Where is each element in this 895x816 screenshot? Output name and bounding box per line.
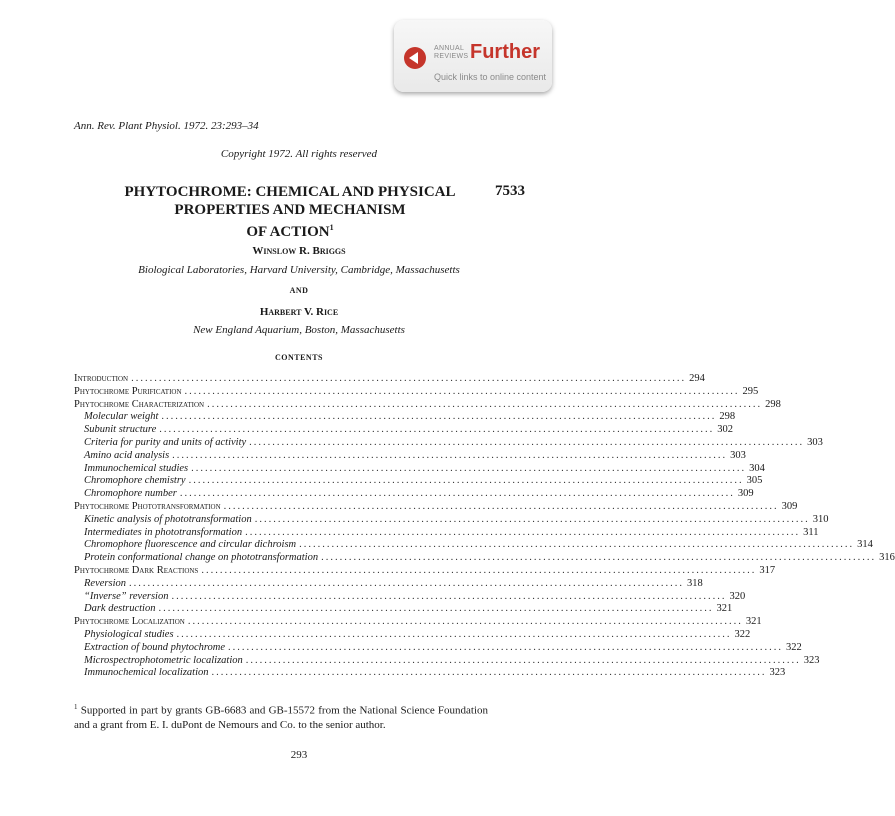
toc-entry [74, 449, 746, 463]
toc-entry-page: 295 [742, 385, 759, 397]
toc-entry-label: Microspectrophotometric localization [84, 654, 243, 666]
toc-leader-dots: ........................................................................................................................ [321, 552, 877, 564]
toc-entry [74, 385, 759, 399]
toc-entry [74, 462, 765, 476]
toc-entry-label: Chromophore fluorescence and circular dichroism [84, 539, 297, 551]
toc-leader-dots: ........................................................................................................................ [171, 590, 727, 602]
toc-entry [74, 577, 703, 591]
toc-entry [74, 539, 873, 552]
toc-entry-label: Phytochrome Phototransformation [74, 500, 221, 512]
toc-entry [74, 590, 746, 604]
toc-entry-page: 303 [730, 449, 746, 461]
further-banner[interactable] [394, 20, 552, 92]
toc-entry-page: 298 [765, 398, 781, 410]
toc-leader-dots: ........................................................................................................................ [223, 500, 779, 512]
toc-entry-page: 316 [879, 552, 895, 564]
toc-entry-label: Phytochrome Dark Reactions [74, 564, 199, 576]
toc-entry-label: Subunit structure [84, 424, 157, 436]
toc-entry-page: 303 [807, 436, 823, 448]
toc-entry-page: 321 [745, 616, 762, 628]
toc-entry [74, 526, 819, 540]
toc-leader-dots: ........................................................................................................................ [184, 385, 740, 397]
toc-entry-label: Protein conformational change on phototransformation [84, 552, 319, 564]
toc-entry-page: 305 [746, 475, 763, 487]
page-number: 293 [290, 749, 308, 761]
toc-leader-dots: ........................................................................................................................ [129, 577, 684, 589]
toc-entry-label: Immunochemical localization [84, 667, 209, 679]
toc-entry-page: 322 [734, 628, 751, 640]
toc-entry [74, 436, 823, 450]
and-separator: AND [289, 286, 309, 295]
toc-leader-dots: ........................................................................................................................ [245, 526, 801, 538]
toc-entry [74, 424, 733, 437]
toc-entry [74, 488, 754, 501]
toc-leader-dots: ........................................................................................................................ [254, 513, 810, 525]
toc-leader-dots: ........................................................................................................................ [161, 411, 717, 423]
toc-entry-label: Extraction of bound phytochrome [84, 641, 226, 653]
toc-leader-dots: ........................................................................................................................ [228, 641, 784, 653]
author-2-name: Harbert V. Rice [259, 306, 339, 318]
toc-leader-dots: ........................................................................................................................ [299, 539, 855, 551]
toc-entry-page: 294 [689, 373, 705, 384]
toc-entry-page: 323 [769, 667, 786, 679]
toc-entry [74, 654, 820, 668]
brand-line-reviews: REVIEWS [434, 53, 469, 60]
toc-entry [74, 552, 895, 565]
toc-entry-page: 310 [812, 513, 829, 525]
toc-entry [74, 616, 762, 629]
toc-entry-label: Phytochrome Purification [74, 385, 182, 397]
toc-entry [74, 500, 798, 514]
contents-heading: CONTENTS [274, 353, 323, 362]
brand-further: Further [470, 41, 540, 63]
toc-entry-page: 309 [781, 500, 798, 512]
toc-leader-dots: ........................................................................................................................ [172, 449, 728, 461]
toc-entry [74, 641, 802, 655]
toc-entry-label: Physiological studies [84, 628, 174, 640]
toc-leader-dots: ........................................................................................................................ [191, 462, 747, 474]
toc-leader-dots: ........................................................................................................................ [179, 488, 735, 500]
toc-leader-dots: ........................................................................................................................ [187, 616, 743, 628]
toc-entry-page: 302 [717, 424, 733, 436]
toc-leader-dots: ........................................................................................................................ [249, 436, 805, 448]
toc-entry-page: 314 [857, 539, 873, 551]
title-line-1: PHYTOCHROME: CHEMICAL AND PHYSICAL [124, 184, 456, 200]
page-code: 7533 [495, 183, 525, 199]
toc-entry [74, 398, 781, 412]
toc-leader-dots: ........................................................................................................................ [207, 398, 763, 410]
toc-entry-page: 304 [749, 462, 765, 474]
footnote [74, 700, 488, 732]
title-line-3 [80, 219, 500, 241]
toc-entry-label: Intermediates in phototransformation [84, 526, 243, 538]
author-2-affiliation: New England Aquarium, Boston, Massachusetts [193, 324, 405, 336]
toc-entry-page: 318 [687, 577, 703, 589]
toc-entry [74, 564, 776, 578]
toc-entry-label: Molecular weight [84, 411, 159, 423]
banner-tagline[interactable]: Quick links to online content [434, 72, 547, 82]
toc-leader-dots: ........................................................................................................................ [159, 424, 715, 436]
title-line-2: PROPERTIES AND MECHANISM [174, 202, 406, 218]
toc-leader-dots: ........................................................................................................................ [201, 564, 757, 576]
toc-entry-label: Kinetic analysis of phototransformation [84, 513, 252, 525]
toc-entry [74, 603, 733, 616]
footnote-mark: 1 [74, 703, 78, 711]
toc-entry [74, 667, 786, 680]
toc-entry-page: 320 [729, 590, 746, 602]
toc-leader-dots: ........................................................................................................................ [158, 603, 714, 615]
toc-entry-page: 321 [716, 603, 733, 615]
toc-entry-label: Chromophore chemistry [84, 475, 186, 487]
toc-leader-dots: ........................................................................................................................ [245, 654, 801, 666]
toc-entry-page: 309 [737, 488, 754, 500]
toc-entry [74, 475, 763, 488]
brand-small-text [434, 45, 468, 61]
toc-entry-label: Dark destruction [84, 603, 156, 615]
author-1-affiliation: Biological Laboratories, Harvard University, Cambridge, Massachusetts [138, 264, 460, 276]
toc-entry [74, 628, 751, 642]
toc-entry-page: 317 [759, 564, 776, 576]
brand-line-annual: ANNUAL [434, 45, 465, 52]
journal-citation: Ann. Rev. Plant Physiol. 1972. 23:293–34 [74, 120, 259, 132]
toc-entry-page: 322 [786, 641, 802, 653]
toc-leader-dots: ........................................................................................................................ [176, 628, 732, 640]
toc-entry-label: Introduction [74, 373, 129, 384]
title-line-3-text: OF ACTION [246, 224, 330, 240]
toc-entry-page: 311 [803, 526, 819, 538]
toc-leader-dots: ........................................................................................................................ [131, 373, 687, 384]
toc-entry [74, 513, 829, 527]
toc-entry-label: Chromophore number [84, 488, 177, 500]
toc-entry-label: Criteria for purity and units of activity [84, 436, 247, 448]
toc-entry [74, 411, 736, 424]
toc-entry-page: 298 [719, 411, 736, 423]
title-footnote-mark: 1 [329, 223, 334, 232]
toc-leader-dots: ........................................................................................................................ [188, 475, 744, 487]
article-title [80, 183, 500, 241]
author-1-name: Winslow R. Briggs [252, 245, 346, 257]
footnote-text: Supported in part by grants GB-6683 and GB-15572 from the National Science Foundation and a grant from E. I. duPont de Nemours and Co. to the senior author. [74, 704, 489, 731]
copyright-notice: Copyright 1972. All rights reserved [220, 148, 378, 160]
toc-entry [74, 373, 705, 386]
toc-leader-dots: ........................................................................................................................ [211, 667, 767, 679]
table-of-contents [74, 373, 895, 680]
toc-entry-label: “Inverse” reversion [84, 590, 169, 602]
toc-entry-page: 323 [803, 654, 820, 666]
toc-entry-label: Phytochrome Localization [74, 616, 185, 628]
toc-entry-label: Phytochrome Characterization [74, 398, 205, 410]
toc-entry-label: Reversion [84, 577, 126, 589]
play-arrow-icon [404, 47, 426, 69]
toc-entry-label: Immunochemical studies [84, 462, 189, 474]
toc-entry-label: Amino acid analysis [84, 449, 170, 461]
